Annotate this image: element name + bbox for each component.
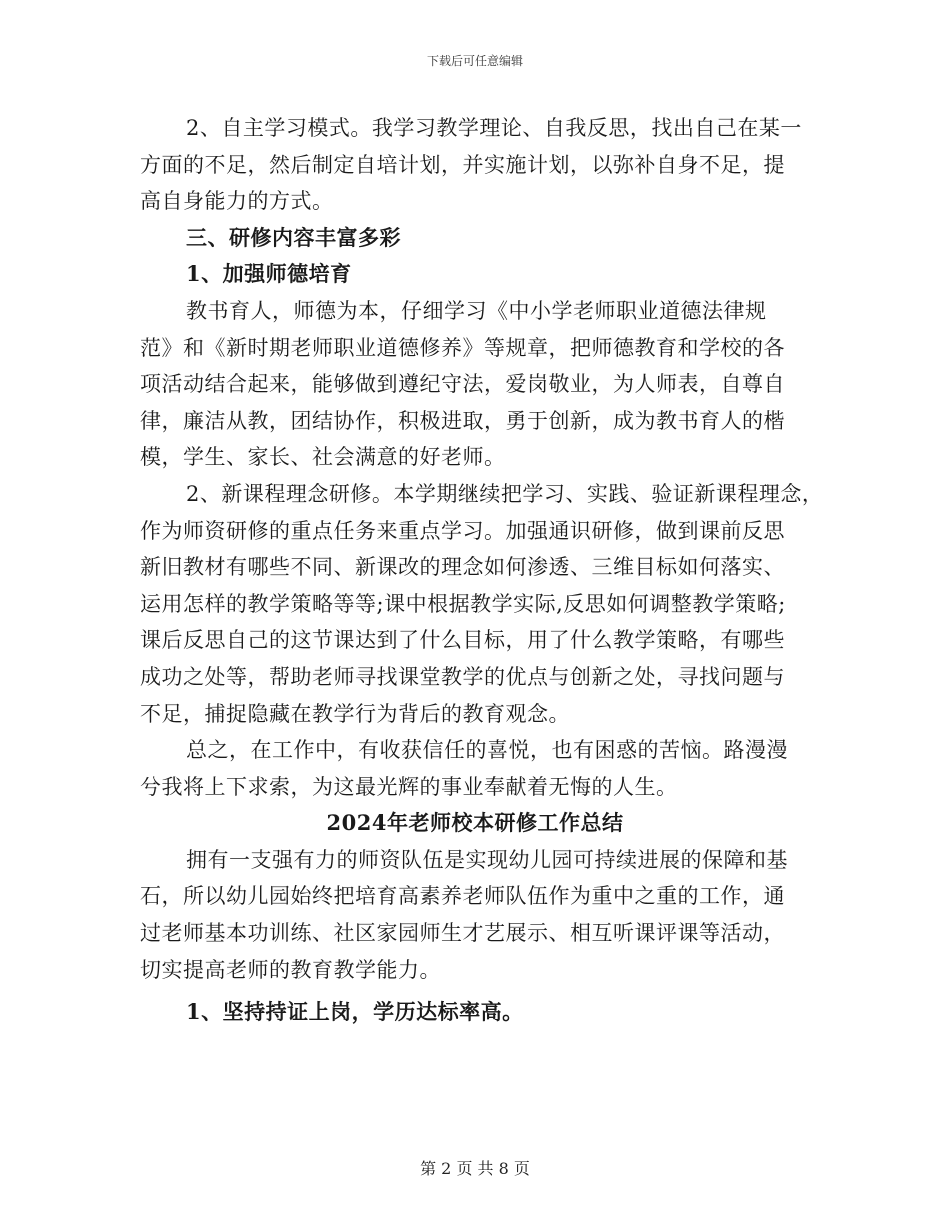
- paragraph-line: 拥有一支强有力的师资队伍是实现幼儿园可持续进展的保障和基: [186, 847, 788, 872]
- paragraph-line: 范》和《新时期老师职业道德修养》等规章，把师德教育和学校的各: [140, 335, 785, 360]
- paragraph-line: 成功之处等，帮助老师寻找课堂教学的优点与创新之处，寻找问题与: [140, 664, 785, 689]
- paragraph-line: 模，学生、家长、社会满意的好老师。: [140, 445, 506, 470]
- page-header: 下载后可任意编辑: [426, 54, 523, 68]
- paragraph-line: 总之，在工作中，有收获信任的喜悦，也有困惑的苦恼。路漫漫: [186, 738, 788, 763]
- paragraph-line: 项活动结合起来，能够做到遵纪守法，爱岗敬业，为人师表，自尊自: [140, 372, 785, 397]
- paragraph-line: 兮我将上下求索，为这最光辉的事业奉献着无悔的人生。: [140, 774, 678, 799]
- paragraph-line: 2、新课程理念研修。本学期继续把学习、实践、验证新课程理念，: [186, 481, 824, 506]
- paragraph-line: 不足，捕捉隐藏在教学行为背后的教育观念。: [140, 701, 570, 726]
- subsection-heading: 1、坚持持证上岗，学历达标率高。: [186, 999, 524, 1025]
- paragraph-line: 方面的不足，然后制定自培计划，并实施计划，以弥补自身不足，提: [140, 152, 785, 177]
- document-body: [140, 110, 824, 1031]
- paragraph-line: 石，所以幼儿园始终把培育高素养老师队伍作为重中之重的工作，通: [140, 884, 785, 909]
- paragraph-line: 切实提高老师的教育教学能力。: [140, 957, 441, 982]
- document-title: 2024年老师校本研修工作总结: [326, 810, 624, 836]
- paragraph-line: 作为师资研修的重点任务来重点学习。加强通识研修，做到课前反思: [140, 518, 785, 543]
- paragraph-line: 2、自主学习模式。我学习教学理论、自我反思，找出自己在某一: [186, 116, 802, 140]
- paragraph-line: 律，廉洁从教，团结协作，积极进取，勇于创新，成为教书育人的楷: [140, 408, 785, 433]
- paragraph-line: 课后反思自己的这节课达到了什么目标，用了什么教学策略，有哪些: [140, 628, 785, 653]
- paragraph-line: 高自身能力的方式。: [140, 189, 334, 214]
- paragraph-line: 过老师基本功训练、社区家园师生才艺展示、相互听课评课等活动，: [140, 921, 785, 946]
- paragraph-line: 新旧教材有哪些不同、新课改的理念如何渗透、三维目标如何落实、: [140, 555, 785, 580]
- subsection-heading: 1、加强师德培育: [186, 261, 352, 287]
- page-footer: 第 2 页 共 8 页: [420, 1159, 530, 1178]
- paragraph-line: 运用怎样的教学策略等等;课中根据教学实际,反思如何调整教学策略;: [140, 591, 786, 616]
- section-heading: 三、研修内容丰富多彩: [186, 224, 401, 250]
- paragraph-line: 教书育人，师德为本，仔细学习《中小学老师职业道德法律规: [186, 298, 767, 323]
